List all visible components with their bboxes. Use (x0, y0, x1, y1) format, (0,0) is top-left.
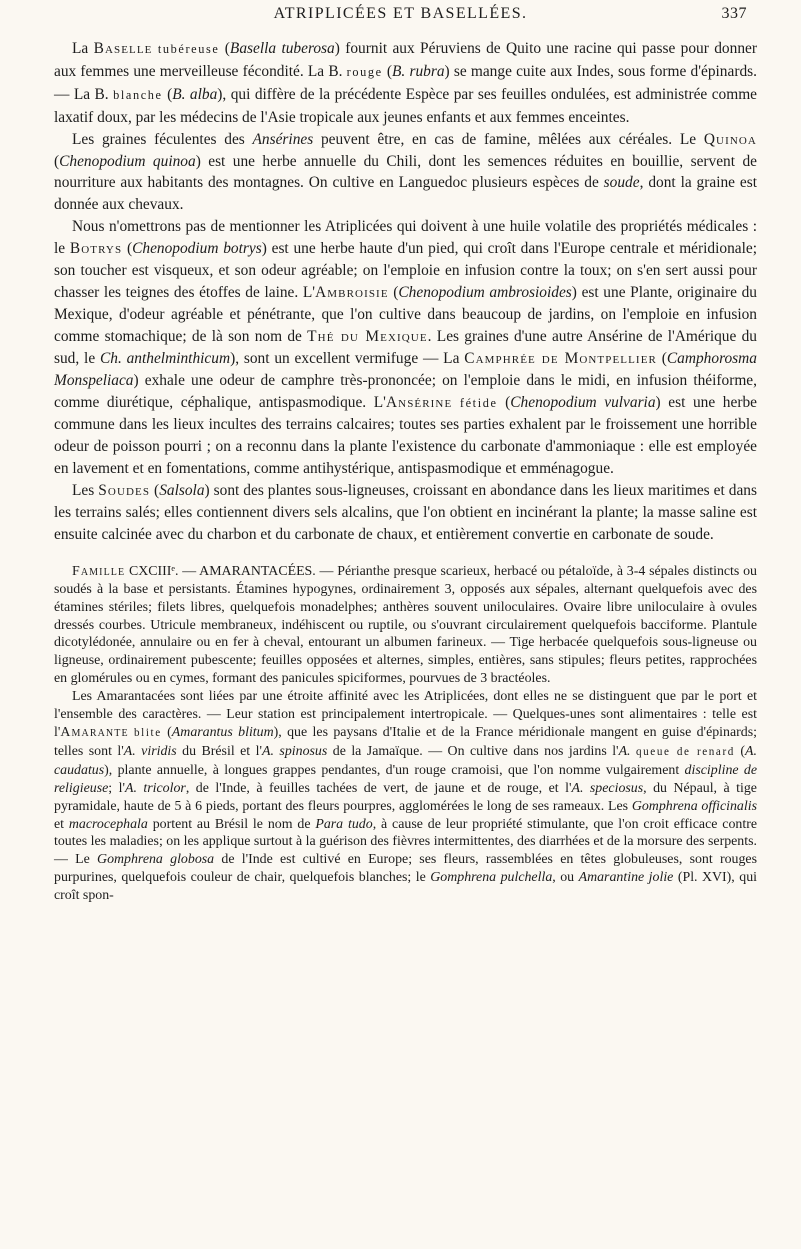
text-run: ), sont un excellent vermifuge — La (230, 349, 465, 367)
italic-term: Gomphrena pulchella (430, 870, 553, 886)
text-run: , de l'Inde, à feuilles tachées de vert, de jaune et de rouge, et l' (185, 780, 572, 796)
small-caps-term: Quinoa (703, 130, 757, 148)
text-run: . Les graines d'une autre Ansérine de l'Amérique du sud, le (54, 327, 757, 367)
text-run: ( (150, 482, 160, 500)
text-run: (Pl. XVI), qui croît spon- (54, 870, 758, 904)
text-run: ) fournit aux Péruviens de Quito une racine qui passe pour donner aux femmes une merveilleuse fécondité. La B. (54, 40, 757, 80)
text-run: ( (162, 85, 173, 103)
text-run: Nous n'omettrons pas de mentionner les Atriplicées qui doivent à une huile volatile des propriétés médicales : le (54, 218, 757, 258)
small-caps-term: queue de renard (636, 745, 735, 758)
paragraph (54, 216, 757, 480)
main-text-section (54, 38, 757, 546)
text-run: ) se mange cuite aux Indes, sous forme d'épinards. — La B. (54, 62, 757, 103)
small-caps-term: tubéreuse (157, 42, 220, 56)
small-caps-term: Famille (72, 563, 126, 579)
small-caps-term: blite (134, 727, 162, 739)
text-run: de la Jamaïque. — On cultive dans nos jardins l' (327, 743, 619, 759)
italic-term: Basella tuberosa (229, 40, 335, 57)
text-run: ( (656, 349, 667, 367)
text-run: ( (54, 152, 60, 170)
italic-term: Gomphrena officinalis (631, 798, 757, 814)
running-header (54, 5, 747, 29)
text-run: ) est une herbe annuelle du Chili, dont les semences réduites en bouillie, servent de nourriture aux habitants des montagnes. On cultive en Languedoc plusieurs espèces de (54, 152, 757, 192)
family-description-section (54, 563, 757, 905)
text-run (452, 394, 460, 411)
italic-term: soude (603, 174, 640, 192)
small-caps-term: Camphrée de Montpellier (464, 349, 657, 367)
text-run: , du Népaul, à tige pyramidale, haute de 5 à 6 pieds, portant des fleurs pourpres, agglomérées le long de ses rameaux. Les (54, 780, 757, 814)
small-caps-term: fétide (459, 395, 498, 410)
italic-term: discipline de religieuse (54, 762, 758, 796)
text-run: ( (734, 743, 746, 759)
italic-term: Chenopodium ambrosioides (398, 283, 572, 301)
text-run: La (72, 40, 94, 57)
text-run: , ou (552, 870, 579, 886)
small-caps-term: Amarante (60, 725, 129, 740)
text-run: Les (72, 482, 99, 500)
text-run: ) est une Plante, originaire du Mexique, d'odeur agréable et pénétrante, que l'on cultive dans beaucoup de jardins, on l'emploie en infusion comme stomachique; de là son nom de (54, 283, 757, 345)
text-run: peuvent être, en cas de famine, mêlées aux céréales. Le (313, 130, 704, 148)
text-run: ) sont des plantes sous-ligneuses, croissant en abondance dans les lieux maritimes et dans les terrains salés; elles contiennent divers sels alcalins, que l'on obtient en incinérant la plante; la masse saline est ensuite calcinée avec du charbon et du carbonate de chaux, et entièrement convertie en carbonate de soude. (54, 482, 757, 543)
paragraph (54, 688, 757, 905)
small-caps-term: blanche (113, 87, 163, 102)
text-run: ( (122, 240, 133, 258)
italic-term: Ansérines (252, 130, 314, 148)
italic-term: A. (618, 743, 631, 759)
text-run: CXCIIIᵉ. — AMARANTACÉES. — Périanthe presque scarieux, herbacé ou pétaloïde, à 3-4 sépales distincts ou soudés à la base et persistants. Étamines hypogynes, ordinairement 3, opposés aux sépales, alternant quelquefois avec des étamines stériles; filets libres, quelquefois monadelphes; anthères souvent uniloculaires. Ovaire libre uniloculaire à ovules dressés courbes. Utricule membraneux, indéhiscent ou ruptile, ou s'ouvrant circulairement quelquefois bacciforme. Plantule dicotylédonée, annulaire ou en fer à cheval, entourant un albumen farineux. — Tige herbacée quelquefois sous-ligneuse ou ligneuse, ordinairement pubescente; feuilles opposées et alternes, simples, entières, sans stipules; fleurs petites, rapprochées en glomérules ou en cymes, formant des panicules spiciformes, pourvues de 3 bractéoles. (54, 563, 757, 687)
small-caps-term: Ambroisie (315, 283, 389, 301)
italic-term: Salsola (159, 482, 205, 500)
text-run: , à cause de leur propriété stimulante, que l'on croit efficace contre toutes les maladies; on les applique surtout à la guérison des fièvres intermittentes, des diarrhées et de la morsure des serpents. — Le (54, 816, 757, 868)
small-caps-term: Baselle (93, 40, 153, 57)
italic-term: Chenopodium quinoa (59, 152, 196, 170)
italic-term: Camphorosma Monspeliaca (54, 349, 757, 389)
text-run: ), que les paysans d'Italie et de la France méridionale mangent en guise d'épinards; telles sont l' (54, 725, 757, 759)
text-run: et (54, 816, 69, 832)
text-run: Les Amarantacées sont liées par une étroite affinité avec les Atriplicées, dont elles ne se distinguent que par le port et l'ensemble des caractères. — Leur station est principalement intertropicale. — Quelques-unes sont alimentaires : telle est l' (54, 689, 757, 740)
italic-term: Amarantine jolie (578, 870, 674, 886)
italic-term: A. tricolor (124, 780, 186, 796)
text-run: ( (161, 725, 172, 740)
small-caps-term: Thé du Mexique (307, 327, 428, 345)
text-run: ), plante annuelle, à longues grappes pendantes, d'un rouge cramoisi, que l'on nomme vulgairement (104, 762, 685, 778)
italic-term: Chenopodium botrys (132, 240, 262, 258)
page-number: 337 (721, 5, 747, 22)
text-run: ) est une herbe commune dans les lieux incultes des terrains calcaires; toutes ses parties exhalent par le froissement une horrible odeur de poisson pourri ; on a reconnu dans la plante l'existence du carbonate d'ammoniaque : elle est employée en lavement et en fomentations, comme antihystérique, antispasmodique et emménagogue. (54, 393, 757, 478)
italic-term: Ch. anthelminthicum (99, 349, 231, 367)
italic-term: Gomphrena globosa (97, 852, 215, 868)
text-run: portent au Brésil le nom de (147, 816, 316, 832)
text-run: , dont la graine est donnée aux chevaux. (54, 174, 757, 214)
text-run: ( (219, 40, 230, 57)
paragraph (54, 563, 757, 688)
small-caps-term: Soudes (98, 482, 151, 500)
small-caps-term: Ansérine (385, 393, 453, 411)
paragraph (54, 129, 757, 217)
italic-term: Amarantus blitum (171, 725, 274, 740)
italic-term: Chenopodium vulvaria (510, 393, 656, 411)
paragraph (54, 480, 757, 546)
italic-term: macrocephala (68, 816, 148, 832)
text-run: ) exhale une odeur de camphre très-prononcée; on l'emploie dans le midi, en infusion théiforme, comme diurétique, céphalique, antispasmodique. L' (54, 371, 757, 411)
text-run: ( (497, 393, 511, 411)
small-caps-term: Botrys (69, 240, 123, 258)
italic-term: B. rubra (392, 62, 445, 80)
italic-term: A. viridis (123, 743, 177, 759)
text-run: de l'Inde est cultivé en Europe; ses fleurs, rassemblées en têtes globuleuses, sont rouges purpurines, quelquefois couleur de chair, quelquefois blanches; le (54, 852, 757, 886)
italic-term: A. spinosus (262, 743, 328, 759)
paragraph (54, 38, 757, 129)
text-run: du Brésil et l' (176, 743, 262, 759)
text-run: Les graines féculentes des (72, 130, 253, 148)
italic-term: B. alba (172, 85, 218, 103)
text-run: ( (382, 62, 393, 80)
text-run: ), qui diffère de la précédente Espèce par ses feuilles ondulées, est administrée comme laxatif doux, par les médecins de l'Asie tropicale aux jeunes enfants et aux femmes enceintes. (54, 85, 757, 126)
text-run: ( (388, 283, 399, 301)
running-title: ATRIPLICÉES ET BASELLÉES. (273, 5, 528, 22)
italic-term: A. caudatus (54, 743, 757, 778)
page-body (54, 38, 757, 905)
text-run: ; l' (108, 780, 125, 796)
italic-term: A. speciosus (571, 780, 644, 796)
italic-term: Para tudo (315, 816, 373, 832)
text-run: ) est une herbe haute d'un pied, qui croît dans l'Europe centrale et méridionale; son toucher est visqueux, et son odeur agréable; on l'emploie en infusion contre la toux; on s'en sert aussi pour chasser les teignes des étoffes de laine. L' (54, 240, 757, 301)
small-caps-term: rouge (346, 64, 383, 79)
